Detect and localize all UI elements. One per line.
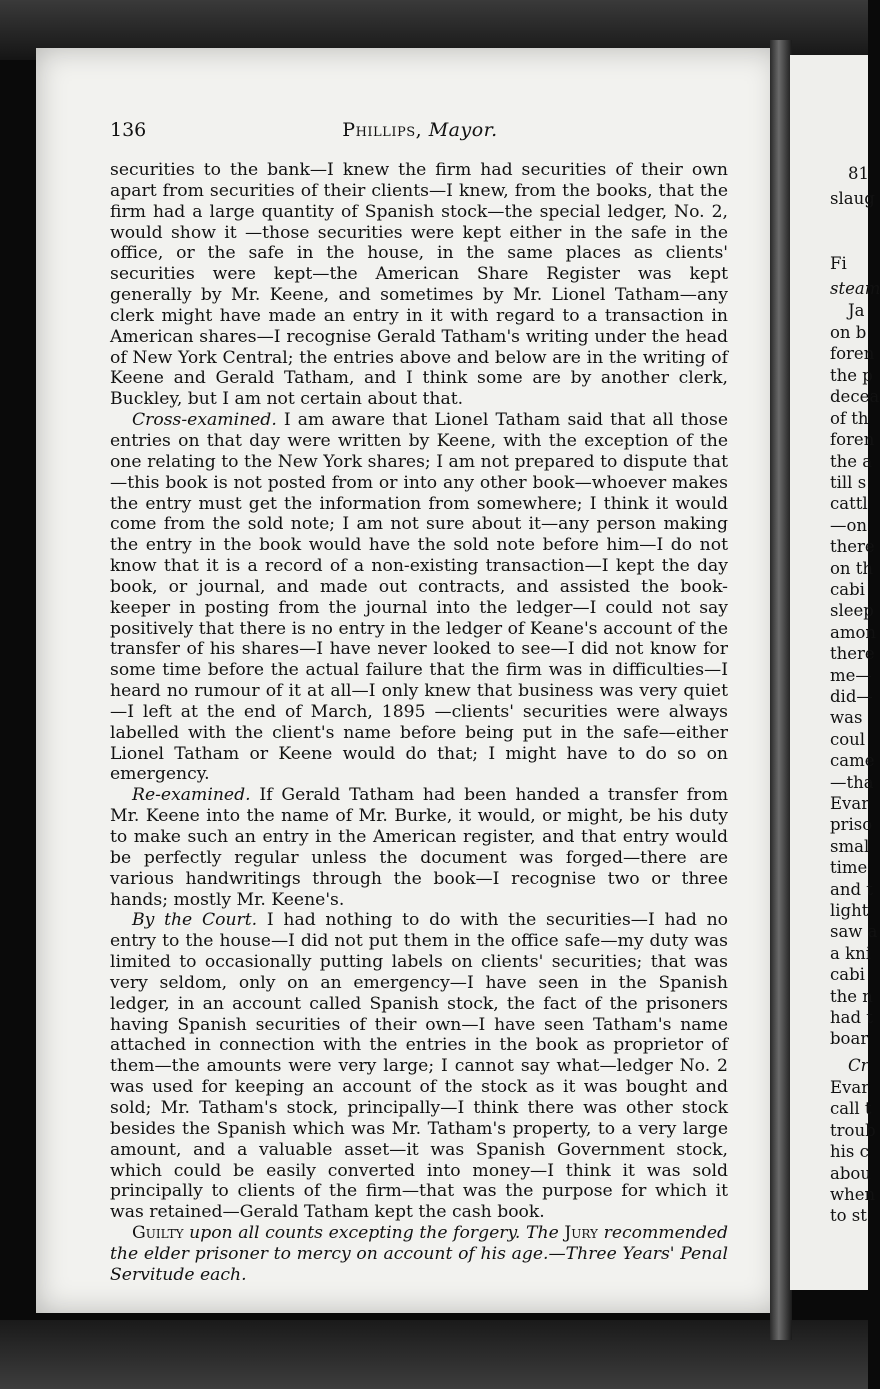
right-page-line: smal (830, 837, 870, 856)
right-page-line: call t (830, 1099, 872, 1118)
right-page-line: came (830, 751, 875, 770)
right-page-line: Evar (830, 794, 870, 813)
right-page-line: foren (830, 430, 875, 449)
verdict-the: The (526, 1223, 559, 1244)
paragraph-evidence (110, 160, 728, 410)
verdict (110, 1223, 728, 1286)
right-page-line: sleep (830, 601, 874, 620)
running-head-name: Phillips, (342, 119, 423, 141)
body-text (110, 160, 728, 1286)
right-page-line: on th (830, 559, 874, 578)
right-page-line: and t (830, 880, 873, 899)
paragraph-text: I had nothing to do with the securities—I had no entry to the house—I did not put them in the office safe—my duty was limited to occasionally putting labels on clients' securities; that was very seldom, only on an emergency—I have seen in the Spanish ledger, in an account called Spanish stock, the fact of the prisoners having Spanish securities of their own—I have seen Tatham's name attached in connection with the entries in the book as proprietor of them—the amounts were very large; I cannot say what—ledger No. 2 was used for keeping an account of the stock as it was bought and sold; Mr. Tatham's stock, principally—I think there was other stock besides the Spanish which was Mr. Tatham's property, to a very large amount, and a valuable asset—it was Spanish Government stock, which could be easily converted into money—I think it was sold principally to clients of the firm—that was the purpose for which it was retained—Gerald Tatham kept the cash book. (110, 910, 728, 1223)
right-page-line: slaug (830, 189, 875, 208)
right-page-line: had t (830, 1008, 873, 1027)
right-page-line: a kni (830, 944, 871, 963)
verdict-sentence: recommended the elder prisoner to mercy on account of his age.—Three Years' Penal Servitude each. (110, 1223, 728, 1285)
right-page-line: abou (830, 1164, 871, 1183)
right-page-line: the n (830, 987, 873, 1006)
right-page-line: light (830, 901, 869, 920)
right-page-line: —tha (830, 773, 874, 792)
paragraph-text: I am aware that Lionel Tatham said that all those entries on that day were written by Keene, with the exception of the one relating to the New York shares; I am not prepared to dispute that—this book is not posted from or into any other book—whoever makes the entry must get the information from somewhere; I think it would come from the sold note; I am not sure about it—any person making the entry in the book would have the sold note before him—I do not know that it is a record of a non-existing transaction—I kept the day book, or journal, and made out contracts, and assisted the book-keeper in posting from the journal into the ledger—I could not say positively that there is no entry in the ledger of Keane's account of the transfer of his shares—I have never looked to see—I did not know for some time before the actual failure that the firm was in difficulties—I heard no rumour of it at all—I only knew that business was very quiet—I left at the end of March, 1895 —clients' securities were always labelled with the client's name before being put in the safe—either Lionel Tatham or Keene would do that; I might have to do so on emergency. (110, 410, 728, 785)
page-number: 136 (110, 119, 147, 141)
right-page-line: his c (830, 1142, 869, 1161)
right-page-line: steam (830, 279, 880, 298)
paragraph-text: If Gerald Tatham had been handed a transfer from Mr. Keene into the name of Mr. Burke, it would, or might, be his duty to make such an entry in the American register, and that entry would be perfectly regular unless the document was forged—there are various handwritings through the book—I recognise two or three hands; mostly Mr. Keene's. (110, 785, 728, 910)
right-page (790, 55, 880, 1290)
right-page-line: did— (830, 687, 873, 706)
verdict-guilty: Guilty (132, 1223, 184, 1244)
page-header (110, 119, 730, 145)
section-heading: Re-examined. (132, 785, 251, 806)
paragraph-text: securities to the bank—I knew the firm had securities of their own apart from securities of their clients—I knew, from the books, that the firm had a large quantity of Spanish stock—the special ledger, No. 2, would show it —those securities were kept either in the safe in the office, or the safe in the house, in the same places as clients' securities were kept—the American Share Register was kept generally by Mr. Keene, and sometimes by Mr. Lionel Tatham—any clerk might have made an entry in it with regard to a transaction in American shares—I recognise Gerald Tatham's writing under the head of New York Central; the entries above and below are in the writing of Keene and Gerald Tatham, and I think some are by another clerk, Buckley, but I am not certain about that. (110, 160, 728, 410)
right-page-line: saw a (830, 922, 878, 941)
right-page-line: time (830, 858, 868, 877)
right-page-line: was (830, 708, 863, 727)
right-page-line: till s (830, 473, 867, 492)
right-page-line: cattl (830, 494, 868, 513)
right-page-line: decea (830, 387, 880, 406)
running-head (110, 119, 730, 141)
verdict-jury: Jury (564, 1223, 598, 1244)
right-page-line: coul (830, 730, 866, 749)
section-heading: Cross-examined. (132, 410, 277, 431)
paragraph-by-the-court (110, 910, 728, 1223)
right-page-line: amon (830, 623, 877, 642)
paragraph-re-examined (110, 785, 728, 910)
right-page-line: of th (830, 409, 869, 428)
right-page-line: —on (830, 516, 868, 535)
right-page-line: Evar (830, 1078, 870, 1097)
section-heading: By the Court. (132, 910, 258, 931)
right-page-line: troub (830, 1121, 876, 1140)
running-head-title: Mayor. (428, 119, 498, 141)
right-page-line: there (830, 537, 875, 556)
right-page-line: me— (830, 666, 872, 685)
right-page-line: Ja (848, 301, 865, 320)
right-page-line: 81 (848, 164, 869, 183)
right-page-line: priso (830, 815, 873, 834)
right-page-line: cabi (830, 965, 865, 984)
right-page-line: when (830, 1185, 876, 1204)
right-page-line: cabi (830, 580, 865, 599)
right-page-line: to st (830, 1206, 867, 1225)
right-page-line: foren (830, 344, 875, 363)
verdict-text: upon all counts excepting the forgery. (189, 1223, 521, 1244)
right-page-line: there (830, 644, 875, 663)
right-page-line: Fi (830, 254, 847, 273)
scan-border-bottom (0, 1320, 868, 1389)
right-page-line: boar (830, 1029, 869, 1048)
right-page-line: on b (830, 323, 867, 342)
right-page-line: the a (830, 452, 873, 471)
paragraph-cross-examined (110, 410, 728, 785)
right-page-line: the p (830, 366, 873, 385)
right-page-line: Cr (848, 1056, 869, 1075)
book-spine (770, 40, 792, 1340)
